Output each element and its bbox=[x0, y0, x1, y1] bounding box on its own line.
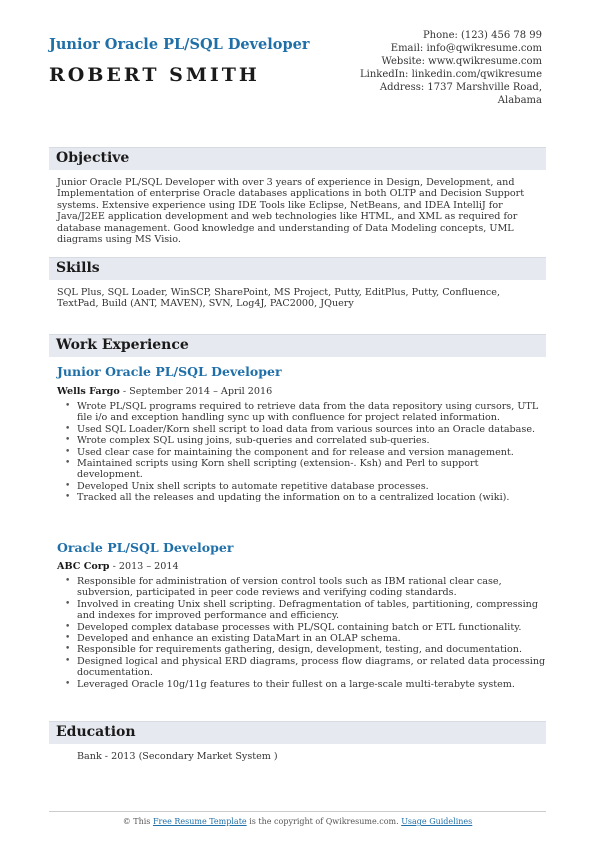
list-item bbox=[57, 492, 546, 503]
objective-section-bar bbox=[49, 147, 546, 170]
job-1-title: Junior Oracle PL/SQL Developer bbox=[57, 364, 282, 379]
bullet-icon: • bbox=[65, 480, 71, 491]
objective-line: Junior Oracle PL/SQL Developer with over 3 years of experience in Design, Development, and bbox=[57, 177, 515, 188]
list-item bbox=[57, 622, 546, 633]
list-item bbox=[57, 435, 546, 446]
bullet-icon: • bbox=[65, 621, 71, 632]
bullet-icon: • bbox=[65, 446, 71, 457]
bullet-text: Maintained scripts using Korn shell scripting (extension-. Ksh) and Perl to support development. bbox=[77, 458, 479, 481]
list-item bbox=[57, 447, 546, 458]
bullet-text: Used clear case for maintaining the component and for release and version management. bbox=[77, 446, 514, 458]
bullet-text: Designed logical and physical ERD diagrams, process flow diagrams, or related data processing documentation. bbox=[77, 655, 546, 679]
bullet-text: Wrote PL/SQL programs required to retrieve data from the data repository using cursors, UTL file i/o and exception handling sync up with confluence for project related information. bbox=[77, 401, 539, 424]
list-item bbox=[57, 679, 546, 690]
bullet-icon: • bbox=[65, 598, 71, 609]
bullet-icon: • bbox=[65, 492, 71, 503]
bullet-icon: • bbox=[65, 435, 71, 446]
bullet-text: Used SQL Loader/Korn shell script to load data from various sources into an Oracle database. bbox=[77, 423, 536, 435]
objective-line: systems. Extensive experience using IDE Tools like Eclipse, NetBeans, and IDEA IntelliJ for bbox=[57, 199, 503, 211]
skills-text bbox=[57, 287, 546, 310]
job-2-dates: - 2013 – 2014 bbox=[109, 561, 179, 572]
contact-linkedin: LinkedIn: linkedin.com/qwikresume bbox=[360, 69, 542, 80]
job-2-title: Oracle PL/SQL Developer bbox=[57, 540, 234, 555]
education-section-bar bbox=[49, 721, 546, 744]
bullet-icon: • bbox=[65, 633, 71, 644]
bullet-icon: • bbox=[65, 644, 71, 655]
skills-section-bar bbox=[49, 257, 546, 280]
list-item bbox=[57, 599, 546, 622]
job-2-bullets bbox=[57, 576, 546, 690]
list-item bbox=[57, 458, 546, 481]
bullet-text: Developed and enhance an existing DataMart in an OLAP schema. bbox=[77, 633, 401, 645]
job-1-bullets bbox=[57, 401, 546, 504]
bullet-text: Involved in creating Unix shell scripting. Defragmentation of tables, partitioning, compressing and indexes for improved performance and efficiency. bbox=[77, 598, 538, 622]
list-item bbox=[57, 481, 546, 492]
footer-middle: is the copyright of Qwikresume.com. bbox=[246, 817, 402, 826]
bullet-icon: • bbox=[65, 458, 71, 469]
bullet-icon: • bbox=[65, 576, 71, 586]
list-item bbox=[57, 424, 546, 435]
job-1-company-line bbox=[57, 386, 272, 397]
footer bbox=[0, 817, 595, 826]
objective-line: Implementation of enterprise Oracle databases applications in both OLTP and Decision Support bbox=[57, 188, 525, 200]
objective-line: Java/J2EE application development and web technologies like HTML, and XML as required for bbox=[57, 211, 518, 223]
list-item bbox=[57, 401, 546, 424]
objective-text bbox=[57, 177, 546, 245]
contact-address-state: Alabama bbox=[497, 95, 542, 106]
bullet-icon: • bbox=[65, 655, 71, 666]
usage-guidelines-link[interactable]: Usage Guidelines bbox=[401, 817, 473, 826]
footer-divider bbox=[49, 811, 546, 812]
free-resume-template-link[interactable]: Free Resume Template bbox=[152, 817, 247, 826]
skills-line: SQL Plus, SQL Loader, WinSCP, SharePoint, MS Project, Putty, EditPlus, Putty, Confluence, bbox=[57, 287, 501, 298]
job-1-company: Wells Fargo bbox=[57, 386, 120, 397]
education-heading: Education bbox=[56, 724, 136, 740]
experience-heading: Work Experience bbox=[56, 337, 189, 353]
candidate-name: ROBERT SMITH bbox=[49, 64, 260, 86]
job-2-company: ABC Corp bbox=[57, 561, 110, 572]
bullet-text: Developed complex database processes with PL/SQL containing batch or ETL functionality. bbox=[77, 621, 522, 633]
contact-email: Email: info@qwikresume.com bbox=[390, 43, 542, 54]
bullet-text: Wrote complex SQL using joins, sub-queries and correlated sub-queries. bbox=[77, 435, 430, 447]
skills-heading: Skills bbox=[56, 260, 100, 276]
education-entry: Bank - 2013 (Secondary Market System ) bbox=[77, 751, 278, 762]
objective-line: diagrams using MS Visio. bbox=[57, 234, 181, 246]
contact-address: Address: 1737 Marshville Road, bbox=[379, 82, 542, 93]
job-1-dates: - September 2014 – April 2016 bbox=[119, 386, 273, 397]
objective-heading: Objective bbox=[56, 150, 130, 166]
footer-prefix: © This bbox=[122, 817, 153, 826]
skills-line: TextPad, Build (ANT, MAVEN), SVN, Log4J, PAC2000, JQuery bbox=[57, 298, 354, 310]
bullet-icon: • bbox=[65, 423, 71, 434]
bullet-text: Leveraged Oracle 10g/11g features to their fullest on a large-scale multi-terabyte system. bbox=[77, 678, 515, 690]
header-job-title: Junior Oracle PL/SQL Developer bbox=[49, 36, 310, 53]
list-item bbox=[57, 633, 546, 644]
list-item bbox=[57, 576, 546, 599]
objective-line: database management. Good knowledge and understanding of Data Modeling concepts, UML bbox=[57, 222, 514, 234]
job-2-company-line bbox=[57, 561, 179, 572]
contact-block bbox=[312, 29, 542, 107]
bullet-icon: • bbox=[65, 401, 71, 411]
list-item bbox=[57, 644, 546, 655]
bullet-icon: • bbox=[65, 678, 71, 689]
list-item bbox=[57, 656, 546, 679]
bullet-text: Responsible for administration of version control tools such as IBM rational clear case, subversion, participated in peer code reviews and verifying coding standards. bbox=[77, 576, 502, 599]
bullet-text: Developed Unix shell scripts to automate repetitive database processes. bbox=[77, 480, 429, 492]
contact-website: Website: www.qwikresume.com bbox=[381, 56, 542, 67]
bullet-text: Responsible for requirements gathering, design, development, testing, and documentation. bbox=[77, 644, 523, 656]
bullet-text: Tracked all the releases and updating the information on to a centralized location (wiki). bbox=[77, 492, 510, 504]
experience-section-bar bbox=[49, 334, 546, 357]
contact-phone: Phone: (123) 456 78 99 bbox=[422, 30, 542, 41]
